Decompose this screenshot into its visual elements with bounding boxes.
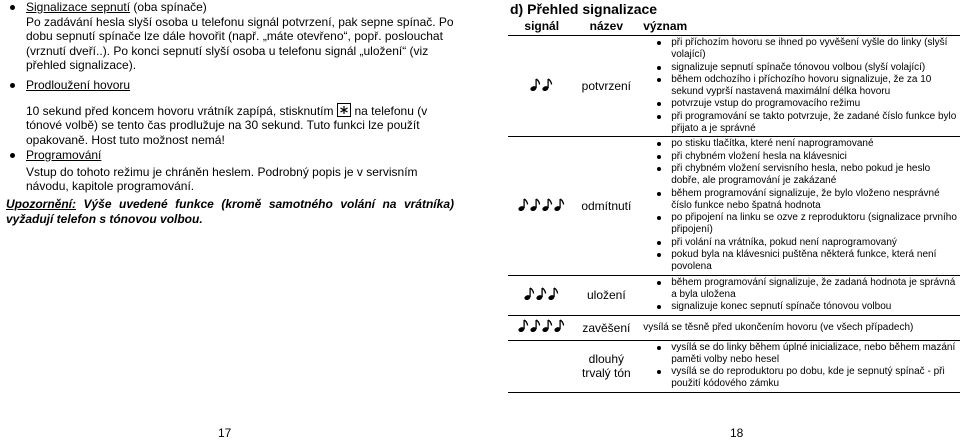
section-prodlouzeni-hovoru (10, 78, 455, 147)
list-item: potvrzuje vstup do programovacího režimu (637, 98, 960, 110)
meaning-text: vysílá se těsně před ukončením hovoru (ve všech případech) (643, 321, 914, 333)
section-programovani (10, 148, 455, 194)
section-body: Po zadávání hesla slyší osoba u telefonu signál potvrzení, pak sepne spínač. Po dobu sepnutí spínače lze dále hovořit (např. „máte otevřeno“, popř. poslouchat (vrznutí dveří..). Po konci sepnutí slyší osoba u telefonu signál „uložení“ (viz přehled signalizace). (26, 14, 454, 72)
signal-name: dlouhý trvalý tón (575, 340, 637, 392)
list-item: při programování se takto potvrzuje, že zadané číslo funkce bylo přijato a je správné (637, 111, 960, 136)
list-item: během programování signalizuje, že bylo vloženo nesprávné číslo funkce nebo špatná hodnota (637, 188, 960, 213)
list-item: signalizuje sepnutí spínače tónovou volbou (slyší volající) (637, 62, 960, 74)
signal-name: odmítnutí (575, 137, 637, 275)
eighth-note-icon (536, 287, 547, 304)
signal-cell (508, 315, 575, 340)
list-item: vysílá se do reproduktoru po dobu, kde je sepnutý spínač - při použití kódového zámku (637, 366, 960, 391)
list-item: během odchozího i příchozího hovoru signalizuje, že za 10 sekund vyprší nastavená maximální délka hovoru (637, 74, 960, 99)
eighth-note-icon (524, 287, 535, 304)
eighth-note-icon (554, 319, 565, 336)
section-title: d) Přehled signalizace (510, 1, 658, 17)
signal-meaning (637, 315, 960, 340)
meaning-list (637, 341, 960, 392)
table-row (508, 36, 960, 137)
section-body: Vstup do tohoto režimu je chráněn heslem. Podrobný popis je v servisním návodu, kapitole programování. (26, 164, 418, 193)
section-heading: Prodloužení hovoru (26, 78, 131, 92)
warning-note (6, 197, 454, 226)
signal-name: uložení (575, 275, 637, 315)
table-header-row (508, 18, 960, 36)
section-heading-text: Signalizace sepnutí (26, 0, 131, 14)
list-item: pokud byla na klávesnici puštěna některá funkce, která není povolena (637, 249, 960, 274)
table-body (508, 36, 960, 393)
eighth-note-icon (542, 198, 553, 215)
eighth-note-icon (542, 78, 553, 95)
signal-table (508, 18, 960, 393)
list-item: při volání na vrátníka, pokud není naprogramovaný (637, 237, 960, 249)
table-row (508, 315, 960, 340)
warning-text-tone: tónovou volbou. (109, 211, 203, 226)
eighth-note-icon (530, 198, 541, 215)
section-body (26, 103, 455, 148)
section-body-pre: 10 sekund před koncem hovoru vrátník zapípá, stisknutím (26, 103, 334, 118)
warning-label: Upozornění: (6, 197, 76, 211)
bullet-dot-icon (10, 83, 15, 88)
eighth-note-icon (548, 287, 559, 304)
list-item: po stisku tlačítka, které není naprogramované (637, 138, 960, 150)
asterisk-key-icon (337, 103, 351, 117)
list-item: po připojení na linku se ozve z reproduktoru (signalizace prvního připojení) (637, 212, 960, 237)
list-item: při chybném vložení hesla na klávesnici (637, 151, 960, 163)
signal-notes (508, 198, 575, 215)
page-number: 17 (218, 426, 232, 440)
bullet-dot-icon (10, 153, 15, 158)
eighth-note-icon (554, 198, 565, 215)
column-header-signal: signál (508, 18, 575, 36)
list-item: při příchozím hovoru se ihned po vyvěšení vyšle do linky (slyší volající) (637, 37, 960, 62)
table-row (508, 340, 960, 392)
meaning-list (637, 276, 960, 315)
signal-name: zavěšení (575, 315, 637, 340)
section-body-post: na telefonu (v tónové volbě) se tento čas prodlužuje na 30 sekund. Tuto funkci lze použít opakovaně. Host tuto možnost nemá! (26, 103, 428, 147)
signal-cell (508, 36, 575, 137)
signal-meaning (637, 340, 960, 392)
eighth-note-icon (530, 319, 541, 336)
eighth-note-icon (518, 319, 529, 336)
signal-cell (508, 340, 575, 392)
left-page (0, 0, 470, 440)
warning-text: Výše uvedené funkce (kromě samotného volání na vrátníka) vyžadují telefon s (6, 197, 454, 226)
signal-meaning (637, 36, 960, 137)
list-item: během programování signalizuje, že zadaná hodnota je správná a byla uložena (637, 277, 960, 302)
signal-notes (508, 287, 575, 304)
section-signalizace-sepnuti (10, 0, 455, 73)
signal-meaning (637, 275, 960, 315)
section-heading (26, 0, 455, 15)
signal-cell (508, 137, 575, 275)
bullet-dot-icon (10, 5, 15, 10)
section-heading: Programování (26, 148, 102, 162)
meaning-list (637, 137, 960, 274)
right-page (480, 0, 960, 440)
eighth-note-icon (542, 319, 553, 336)
eighth-note-icon (530, 78, 541, 95)
section-heading-suffix: (oba spínače) (130, 0, 207, 14)
list-item: při chybném vložení servisního hesla, nebo pokud je heslo dobře, ale programování je zakázané (637, 163, 960, 188)
column-header-name: název (575, 18, 637, 36)
table-row (508, 137, 960, 275)
page-number: 18 (730, 426, 744, 440)
list-item: signalizuje konec sepnutí spínače tónovou volbou (637, 301, 960, 313)
table-row (508, 275, 960, 315)
signal-notes (508, 319, 575, 336)
eighth-note-icon (518, 198, 529, 215)
signal-cell (508, 275, 575, 315)
signal-name: potvrzení (575, 36, 637, 137)
meaning-list (637, 36, 960, 136)
signal-notes (508, 78, 575, 95)
column-header-meaning: význam (637, 18, 960, 36)
signal-meaning (637, 137, 960, 275)
list-item: vysílá se do linky během úplné inicializace, nebo během mazání paměti volby nebo hesel (637, 342, 960, 367)
